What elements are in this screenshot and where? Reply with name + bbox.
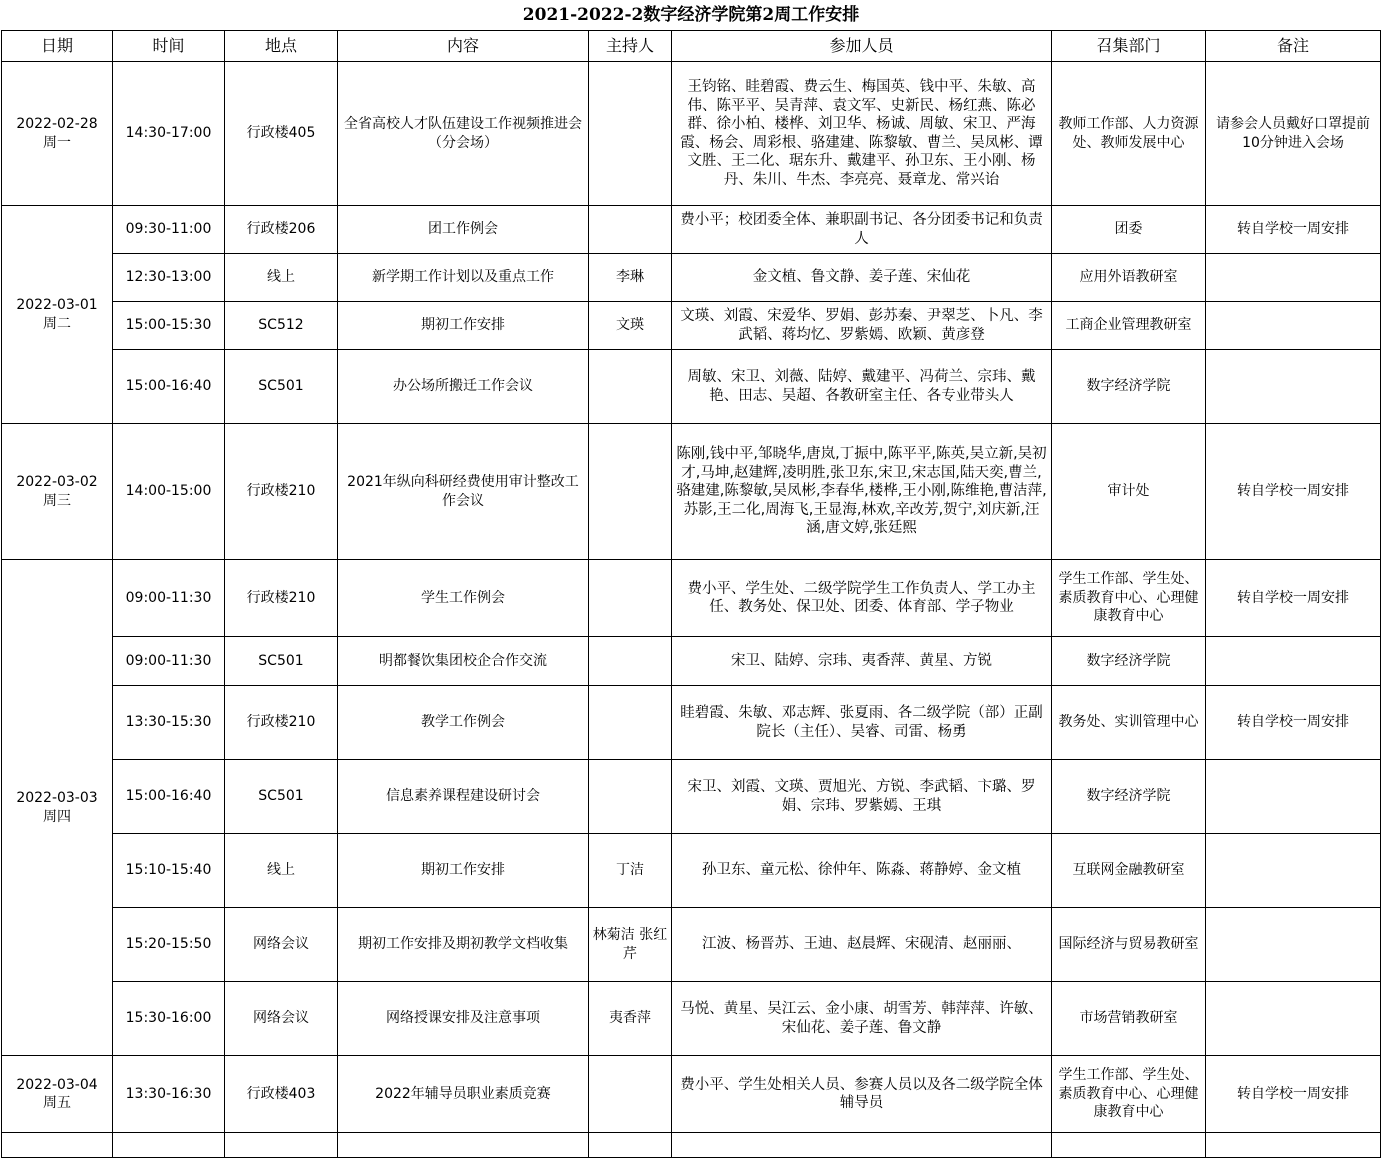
header-content: 内容	[338, 31, 589, 62]
table-row	[2, 424, 1381, 560]
content-cell: 明都餐饮集团校企合作交流	[338, 637, 589, 686]
note-cell: 请参会人员戴好口罩提前10分钟进入会场	[1206, 62, 1381, 206]
people-cell: 文瑛、刘霞、宋爱华、罗娟、彭苏秦、尹翠芝、卜凡、李武韬、蒋均忆、罗紫嫣、欧颖、黄彦登	[672, 302, 1052, 350]
table-row	[2, 254, 1381, 302]
people-cell: 眭碧霞、朱敏、邓志辉、张夏雨、各二级学院（部）正副院长（主任）、吴睿、司雷、杨勇	[672, 686, 1052, 760]
header-date: 日期	[2, 31, 113, 62]
table-row	[2, 1056, 1381, 1133]
dept-cell: 数字经济学院	[1052, 350, 1206, 424]
time-cell: 13:30-15:30	[113, 686, 225, 760]
weekday-value: 周三	[43, 492, 71, 509]
content-cell: 期初工作安排	[338, 302, 589, 350]
place-cell: 行政楼405	[225, 62, 338, 206]
content-cell: 学生工作例会	[338, 560, 589, 637]
note-cell: 转自学校一周安排	[1206, 424, 1381, 560]
dept-cell: 应用外语教研室	[1052, 254, 1206, 302]
weekday-value: 周五	[43, 1095, 71, 1111]
dept-cell: 国际经济与贸易教研室	[1052, 908, 1206, 982]
empty-cell	[672, 1133, 1052, 1158]
time-cell: 15:10-15:40	[113, 834, 225, 908]
place-cell: 线上	[225, 254, 338, 302]
place-cell: SC501	[225, 637, 338, 686]
content-cell: 新学期工作计划以及重点工作	[338, 254, 589, 302]
host-cell: 文瑛	[589, 302, 672, 350]
host-cell: 夷香萍	[589, 982, 672, 1056]
note-cell	[1206, 254, 1381, 302]
dept-cell: 学生工作部、学生处、素质教育中心、心理健康教育中心	[1052, 560, 1206, 637]
place-cell: SC501	[225, 350, 338, 424]
note-cell: 转自学校一周安排	[1206, 1056, 1381, 1133]
note-cell	[1206, 760, 1381, 834]
dept-cell: 数字经济学院	[1052, 637, 1206, 686]
content-cell: 团工作例会	[338, 206, 589, 254]
note-cell	[1206, 908, 1381, 982]
time-cell: 15:00-15:30	[113, 302, 225, 350]
people-cell: 费小平、学生处、二级学院学生工作负责人、学工办主任、教务处、保卫处、团委、体育部、学子物业	[672, 560, 1052, 637]
table-row	[2, 350, 1381, 424]
content-cell: 期初工作安排	[338, 834, 589, 908]
header-time: 时间	[113, 31, 225, 62]
empty-cell	[1206, 1133, 1381, 1158]
table-row	[2, 637, 1381, 686]
people-cell: 费小平；校团委全体、兼职副书记、各分团委书记和负责人	[672, 206, 1052, 254]
time-cell: 09:00-11:30	[113, 560, 225, 637]
people-cell: 孙卫东、童元松、徐仲年、陈淼、蒋静婷、金文植	[672, 834, 1052, 908]
note-cell	[1206, 637, 1381, 686]
people-cell: 马悦、黄星、吴江云、金小康、胡雪芳、韩萍萍、许敏、宋仙花、姜子莲、鲁文静	[672, 982, 1052, 1056]
time-cell: 09:00-11:30	[113, 637, 225, 686]
table-row	[2, 982, 1381, 1056]
empty-cell	[1052, 1133, 1206, 1158]
empty-cell	[225, 1133, 338, 1158]
header-people: 参加人员	[672, 31, 1052, 62]
note-cell: 转自学校一周安排	[1206, 560, 1381, 637]
time-cell: 15:20-15:50	[113, 908, 225, 982]
dept-cell: 互联网金融教研室	[1052, 834, 1206, 908]
content-cell: 2022年辅导员职业素质竞赛	[338, 1056, 589, 1133]
dept-cell: 数字经济学院	[1052, 760, 1206, 834]
note-cell: 转自学校一周安排	[1206, 206, 1381, 254]
table-row	[2, 302, 1381, 350]
time-cell: 14:00-15:00	[113, 424, 225, 560]
date-value: 2022-03-04	[16, 1076, 98, 1093]
host-cell: 林菊洁 张红芹	[589, 908, 672, 982]
date-cell	[2, 424, 113, 560]
content-cell: 2021年纵向科研经费使用审计整改工作会议	[338, 424, 589, 560]
time-cell: 13:30-16:30	[113, 1056, 225, 1133]
date-value: 2022-03-03	[16, 790, 98, 806]
content-cell: 网络授课安排及注意事项	[338, 982, 589, 1056]
people-cell: 宋卫、刘霞、文瑛、贾旭光、方锐、李武韬、卞璐、罗娟、宗玮、罗紫嫣、王琪	[672, 760, 1052, 834]
place-cell: 行政楼210	[225, 424, 338, 560]
time-cell: 09:30-11:00	[113, 206, 225, 254]
weekday-value: 周四	[43, 808, 71, 825]
people-cell: 宋卫、陆婷、宗玮、夷香萍、黄星、方锐	[672, 637, 1052, 686]
note-cell: 转自学校一周安排	[1206, 686, 1381, 760]
schedule-body	[2, 62, 1381, 1158]
time-cell: 15:00-16:40	[113, 350, 225, 424]
dept-cell: 审计处	[1052, 424, 1206, 560]
time-cell: 15:30-16:00	[113, 982, 225, 1056]
table-row	[2, 908, 1381, 982]
table-row	[2, 206, 1381, 254]
host-cell: 丁洁	[589, 834, 672, 908]
note-cell	[1206, 350, 1381, 424]
table-row	[2, 560, 1381, 637]
host-cell	[589, 1056, 672, 1133]
date-cell	[2, 206, 113, 424]
dept-cell: 工商企业管理教研室	[1052, 302, 1206, 350]
place-cell: SC501	[225, 760, 338, 834]
date-cell	[2, 560, 113, 1056]
header-host: 主持人	[589, 31, 672, 62]
host-cell	[589, 424, 672, 560]
dept-cell: 市场营销教研室	[1052, 982, 1206, 1056]
people-cell: 费小平、学生处相关人员、参赛人员以及各二级学院全体辅导员	[672, 1056, 1052, 1133]
empty-cell	[338, 1133, 589, 1158]
host-cell	[589, 206, 672, 254]
content-cell: 办公场所搬迁工作会议	[338, 350, 589, 424]
host-cell	[589, 760, 672, 834]
time-cell: 15:00-16:40	[113, 760, 225, 834]
host-cell	[589, 686, 672, 760]
content-cell: 信息素养课程建设研讨会	[338, 760, 589, 834]
dept-cell: 教师工作部、人力资源处、教师发展中心	[1052, 62, 1206, 206]
place-cell: 网络会议	[225, 908, 338, 982]
date-value: 2022-03-02	[16, 474, 98, 490]
host-cell	[589, 62, 672, 206]
empty-cell	[2, 1133, 113, 1158]
place-cell: 行政楼206	[225, 206, 338, 254]
content-cell: 全省高校人才队伍建设工作视频推进会（分会场）	[338, 62, 589, 206]
place-cell: 网络会议	[225, 982, 338, 1056]
host-cell	[589, 350, 672, 424]
empty-cell	[589, 1133, 672, 1158]
dept-cell: 团委	[1052, 206, 1206, 254]
place-cell: SC512	[225, 302, 338, 350]
table-row	[2, 686, 1381, 760]
weekday-value: 周一	[43, 134, 71, 151]
place-cell: 行政楼210	[225, 686, 338, 760]
empty-cell	[113, 1133, 225, 1158]
table-row	[2, 834, 1381, 908]
note-cell	[1206, 982, 1381, 1056]
header-dept: 召集部门	[1052, 31, 1206, 62]
people-cell: 金文植、鲁文静、姜子莲、宋仙花	[672, 254, 1052, 302]
time-cell: 14:30-17:00	[113, 62, 225, 206]
dept-cell: 学生工作部、学生处、素质教育中心、心理健康教育中心	[1052, 1056, 1206, 1133]
table-row	[2, 760, 1381, 834]
place-cell: 线上	[225, 834, 338, 908]
page-title: 2021-2022-2数字经济学院第2周工作安排	[522, 5, 860, 25]
header-note: 备注	[1206, 31, 1381, 62]
people-cell: 王钧铭、眭碧霞、费云生、梅国英、钱中平、朱敏、高伟、陈平平、吴青萍、袁文军、史新民、杨红燕、陈必群、徐小柏、楼桦、刘卫华、杨诚、周敏、宋卫、严海霞、杨会、周彩根、骆建建、陈黎敏、曹兰、吴凤彬、谭文胜、王二化、琚东升、戴建平、孙卫东、王小刚、杨丹、朱川、牛杰、李亮亮、聂章龙、常兴诒	[672, 62, 1052, 206]
host-cell	[589, 637, 672, 686]
empty-row	[2, 1133, 1381, 1158]
weekday-value: 周二	[43, 315, 71, 332]
date-value: 2022-03-01	[16, 297, 98, 313]
date-value: 2022-02-28	[16, 116, 98, 132]
content-cell: 教学工作例会	[338, 686, 589, 760]
table-row	[2, 62, 1381, 206]
note-cell	[1206, 834, 1381, 908]
people-cell: 陈刚,钱中平,邹晓华,唐岚,丁振中,陈平平,陈英,吴立新,吴初才,马坤,赵建辉,凌明胜,张卫东,宋卫,宋志国,陆天奕,曹兰,骆建建,陈黎敏,吴凤彬,李春华,楼桦,王小刚,陈维艳,曹洁萍,苏影,王二化,周海飞,王显海,林欢,辛改芳,贺宁,刘庆新,汪涵,唐文婷,张廷熙	[672, 424, 1052, 560]
date-cell	[2, 1056, 113, 1133]
host-cell: 李琳	[589, 254, 672, 302]
dept-cell: 教务处、实训管理中心	[1052, 686, 1206, 760]
note-cell	[1206, 302, 1381, 350]
place-cell: 行政楼403	[225, 1056, 338, 1133]
people-cell: 周敏、宋卫、刘薇、陆婷、戴建平、冯荷兰、宗玮、戴艳、田志、吴超、各教研室主任、各专业带头人	[672, 350, 1052, 424]
date-cell	[2, 62, 113, 206]
header-place: 地点	[225, 31, 338, 62]
header-row	[2, 31, 1381, 62]
schedule-table	[1, 30, 1381, 1158]
people-cell: 江波、杨晋苏、王迪、赵晨辉、宋砚清、赵丽丽、	[672, 908, 1052, 982]
time-cell: 12:30-13:00	[113, 254, 225, 302]
host-cell	[589, 560, 672, 637]
place-cell: 行政楼210	[225, 560, 338, 637]
content-cell: 期初工作安排及期初教学文档收集	[338, 908, 589, 982]
